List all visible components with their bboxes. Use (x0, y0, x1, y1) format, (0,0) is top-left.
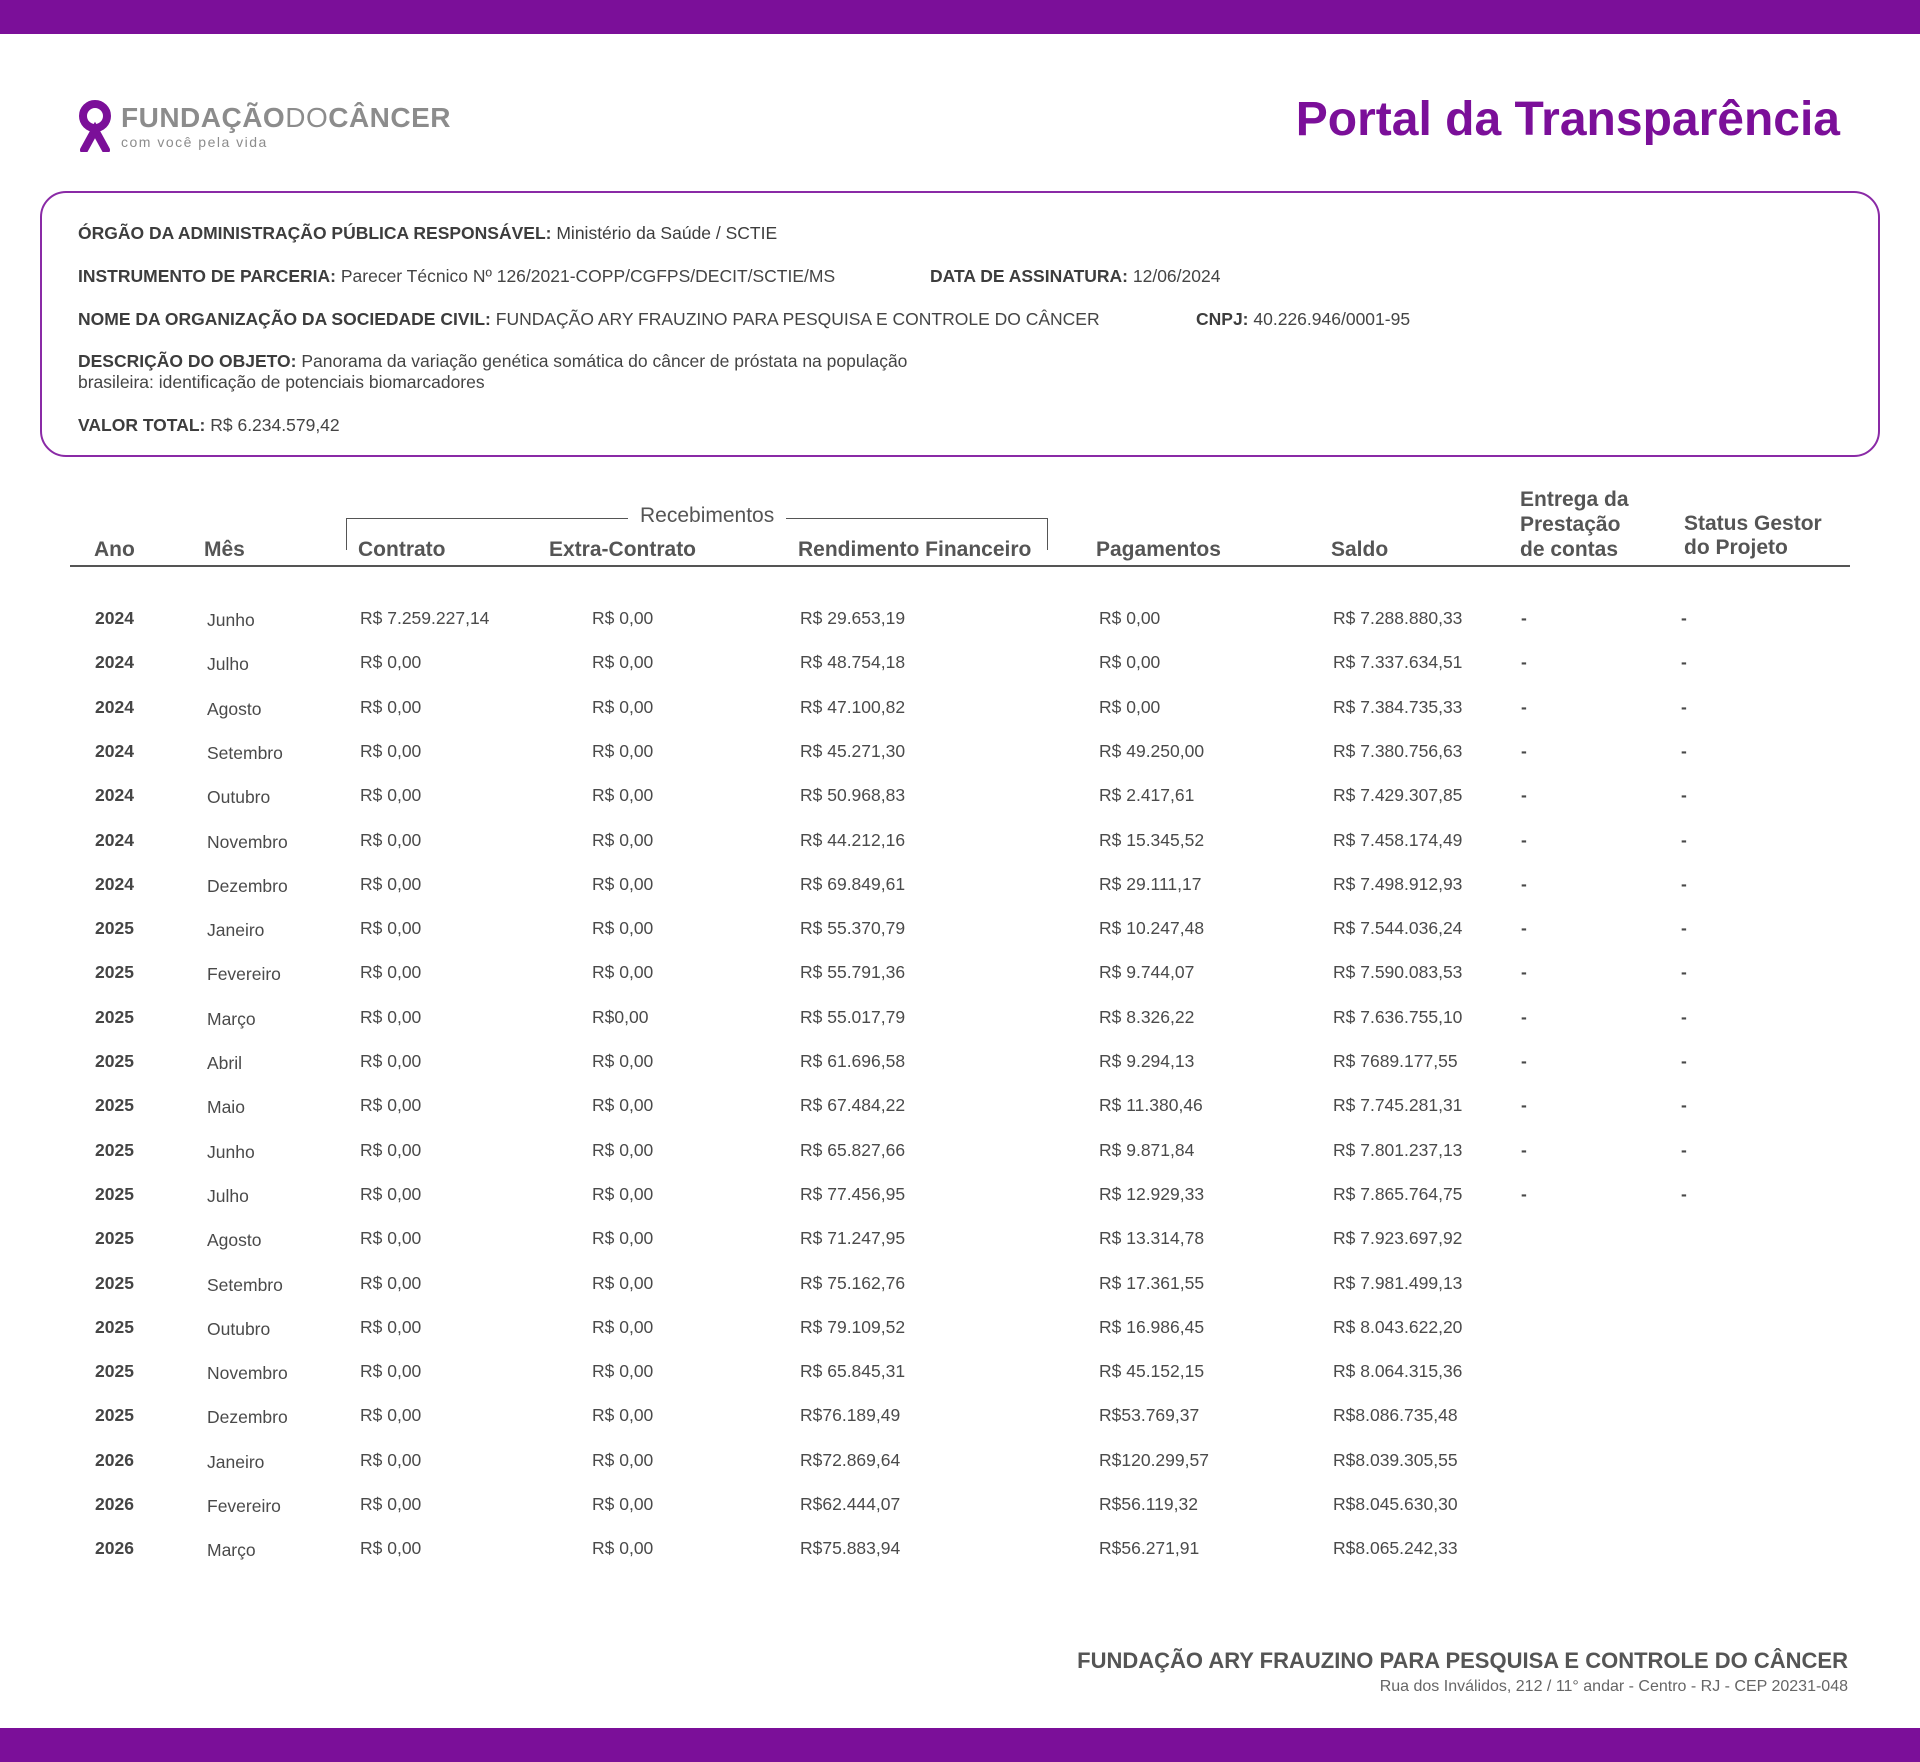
cell-status-gestor: - (1681, 1139, 1687, 1160)
header-status-line-1: Status Gestor (1684, 512, 1822, 535)
footer-organization: FUNDAÇÃO ARY FRAUZINO PARA PESQUISA E CONTROLE DO CÂNCER (1077, 1648, 1848, 1673)
logo-name: FUNDAÇÃODOCÂNCER (121, 102, 451, 133)
cell-saldo: R$ 7689.177,55 (1333, 1051, 1458, 1071)
cell-rendimento: R$ 65.845,31 (800, 1361, 906, 1382)
cell-mes: Julho (207, 654, 249, 675)
cell-pagamentos: R$ 10.247,48 (1099, 918, 1205, 939)
cell-ano: 2025 (95, 1405, 134, 1426)
cell-ano: 2024 (95, 608, 134, 628)
cell-mes: Março (207, 1008, 256, 1029)
cell-extra-contrato: R$ 0,00 (592, 1228, 654, 1249)
cell-rendimento: R$ 55.370,79 (800, 918, 906, 939)
top-brand-bar (0, 0, 1920, 34)
cell-extra-contrato: R$ 0,00 (592, 652, 654, 673)
cell-pagamentos: R$ 9.294,13 (1099, 1051, 1195, 1071)
table-row (70, 1051, 1850, 1081)
cell-ano: 2024 (95, 785, 134, 806)
cell-rendimento: R$ 45.271,30 (800, 740, 906, 761)
cell-contrato: R$ 0,00 (360, 1361, 422, 1382)
cell-ano: 2025 (95, 1228, 134, 1249)
cell-mes: Julho (207, 1185, 249, 1206)
cell-status-gestor: - (1681, 1051, 1687, 1071)
cell-entrega-prestacao: - (1521, 1183, 1527, 1204)
cell-saldo: R$8.065.242,33 (1333, 1538, 1458, 1559)
cell-extra-contrato: R$ 0,00 (592, 785, 654, 806)
cell-saldo: R$ 8.043.622,20 (1333, 1316, 1463, 1337)
cell-rendimento: R$ 55.791,36 (800, 962, 906, 983)
header-mes: Mês (204, 538, 245, 561)
cnpj-line: CNPJ: 40.226.946/0001-95 (1196, 309, 1411, 329)
cell-extra-contrato: R$ 0,00 (592, 1538, 654, 1559)
cell-rendimento: R$ 48.754,18 (800, 652, 906, 673)
header-entrega-line-2: Prestação (1520, 513, 1621, 536)
header-saldo: Saldo (1331, 538, 1389, 561)
cell-contrato: R$ 0,00 (360, 962, 422, 983)
cell-status-gestor: - (1681, 1006, 1687, 1027)
cell-saldo: R$ 7.384.735,33 (1333, 696, 1463, 717)
cell-pagamentos: R$ 45.152,15 (1099, 1361, 1205, 1382)
header-status-line-2: do Projeto (1684, 536, 1788, 559)
cell-pagamentos: R$53.769,37 (1099, 1405, 1200, 1426)
cell-contrato: R$ 0,00 (360, 918, 422, 939)
cell-contrato: R$ 0,00 (360, 740, 422, 761)
orgao-line: ÓRGÃO DA ADMINISTRAÇÃO PÚBLICA RESPONSÁVEL: Ministério da Saúde / SCTIE (78, 223, 778, 243)
table-row (70, 1450, 1850, 1480)
cell-pagamentos: R$ 8.326,22 (1099, 1006, 1195, 1027)
cell-pagamentos: R$ 9.744,07 (1099, 962, 1195, 983)
cell-status-gestor: - (1681, 652, 1687, 673)
cell-ano: 2024 (95, 740, 134, 761)
cell-ano: 2025 (95, 1361, 134, 1382)
cell-pagamentos: R$ 15.345,52 (1099, 829, 1205, 850)
cell-extra-contrato: R$ 0,00 (592, 1139, 654, 1160)
cell-mes: Maio (207, 1097, 245, 1118)
table-row (70, 1494, 1850, 1524)
cell-pagamentos: R$ 0,00 (1099, 608, 1161, 628)
cell-ano: 2024 (95, 829, 134, 850)
cell-rendimento: R$ 55.017,79 (800, 1006, 906, 1027)
cell-ano: 2026 (95, 1494, 134, 1514)
cell-extra-contrato: R$ 0,00 (592, 696, 654, 717)
cell-saldo: R$ 7.923.697,92 (1333, 1228, 1463, 1249)
cell-status-gestor: - (1681, 1183, 1687, 1204)
cell-saldo: R$ 7.636.755,10 (1333, 1006, 1463, 1027)
cell-saldo: R$ 7.380.756,63 (1333, 740, 1463, 761)
cell-status-gestor: - (1681, 918, 1687, 939)
cell-saldo: R$ 7.429.307,85 (1333, 785, 1463, 806)
cell-mes: Abril (207, 1053, 243, 1073)
cell-contrato: R$ 0,00 (360, 1051, 422, 1071)
cell-entrega-prestacao: - (1521, 652, 1527, 673)
cell-ano: 2024 (95, 873, 134, 894)
cell-mes: Outubro (207, 1318, 271, 1339)
partnership-info-box (40, 191, 1880, 457)
table-row (70, 1140, 1850, 1170)
cell-contrato: R$ 0,00 (360, 1228, 422, 1249)
cell-contrato: R$ 0,00 (360, 1405, 422, 1426)
cell-mes: Junho (207, 1141, 255, 1162)
descricao-line: DESCRIÇÃO DO OBJETO: Panorama da variação genética somática do câncer de próstata na população (78, 351, 908, 371)
table-row (70, 1273, 1850, 1303)
logo-tagline: com você pela vida (121, 134, 268, 150)
cell-ano: 2025 (95, 1272, 134, 1293)
header-ano: Ano (94, 538, 135, 561)
valor-total-line: VALOR TOTAL: R$ 6.234.579,42 (78, 415, 340, 435)
cell-mes: Dezembro (207, 875, 288, 896)
cell-pagamentos: R$56.119,32 (1099, 1494, 1198, 1514)
cell-mes: Junho (207, 610, 255, 630)
table-row (70, 1405, 1850, 1435)
cell-contrato: R$ 0,00 (360, 1538, 422, 1559)
table-row (70, 608, 1850, 638)
cell-rendimento: R$ 79.109,52 (800, 1316, 906, 1337)
cell-ano: 2025 (95, 1139, 134, 1160)
cell-rendimento: R$ 77.456,95 (800, 1183, 906, 1204)
cell-extra-contrato: R$ 0,00 (592, 1405, 654, 1426)
cell-saldo: R$ 7.288.880,33 (1333, 608, 1463, 628)
cell-saldo: R$ 7.544.036,24 (1333, 918, 1463, 939)
cell-entrega-prestacao: - (1521, 829, 1527, 850)
cell-saldo: R$8.045.630,30 (1333, 1494, 1458, 1514)
cell-pagamentos: R$ 29.111,17 (1099, 873, 1202, 894)
cell-status-gestor: - (1681, 873, 1687, 894)
cell-rendimento: R$ 71.247,95 (800, 1228, 906, 1249)
cell-entrega-prestacao: - (1521, 608, 1527, 628)
cell-saldo: R$ 7.745.281,31 (1333, 1095, 1463, 1116)
cell-extra-contrato: R$ 0,00 (592, 1183, 654, 1204)
table-row (70, 874, 1850, 904)
ribbon-icon (76, 100, 114, 152)
table-row (70, 1007, 1850, 1037)
header-rendimento: Rendimento Financeiro (798, 538, 1032, 561)
cell-status-gestor: - (1681, 962, 1687, 983)
cell-status-gestor: - (1681, 1095, 1687, 1116)
cell-rendimento: R$ 44.212,16 (800, 829, 906, 850)
cell-ano: 2026 (95, 1449, 134, 1470)
cell-contrato: R$ 0,00 (360, 1316, 422, 1337)
cell-pagamentos: R$120.299,57 (1099, 1449, 1209, 1470)
cell-status-gestor: - (1681, 608, 1687, 628)
cell-ano: 2025 (95, 962, 134, 983)
cell-rendimento: R$ 65.827,66 (800, 1139, 906, 1160)
cell-rendimento: R$ 47.100,82 (800, 696, 906, 717)
cell-ano: 2024 (95, 652, 134, 673)
cell-saldo: R$ 7.458.174,49 (1333, 829, 1463, 850)
header-extra-contrato: Extra-Contrato (549, 538, 697, 561)
cell-rendimento: R$ 75.162,76 (800, 1272, 906, 1293)
cell-extra-contrato: R$ 0,00 (592, 740, 654, 761)
cell-saldo: R$ 7.865.764,75 (1333, 1183, 1463, 1204)
cell-ano: 2025 (95, 1095, 134, 1116)
descricao-line-2: brasileira: identificação de potenciais biomarcadores (78, 372, 485, 392)
table-row (70, 962, 1850, 992)
cell-entrega-prestacao: - (1521, 918, 1527, 939)
cell-contrato: R$ 0,00 (360, 1449, 422, 1470)
table-row (70, 785, 1850, 815)
cell-pagamentos: R$ 9.871,84 (1099, 1139, 1195, 1160)
cell-extra-contrato: R$ 0,00 (592, 1494, 654, 1514)
table-row (70, 1361, 1850, 1391)
nome-osc-line: NOME DA ORGANIZAÇÃO DA SOCIEDADE CIVIL: FUNDAÇÃO ARY FRAUZINO PARA PESQUISA E CONTROLE DO CÂNCER (78, 309, 1100, 329)
header-divider (70, 565, 1850, 567)
table-row (70, 1184, 1850, 1214)
footer-address: Rua dos Inválidos, 212 / 11° andar - Centro - RJ - CEP 20231-048 (1379, 1678, 1848, 1695)
cell-pagamentos: R$ 13.314,78 (1099, 1228, 1205, 1249)
cell-ano: 2025 (95, 1183, 134, 1204)
cell-contrato: R$ 0,00 (360, 1006, 422, 1027)
cell-entrega-prestacao: - (1521, 873, 1527, 894)
cell-mes: Outubro (207, 787, 271, 808)
cell-extra-contrato: R$ 0,00 (592, 829, 654, 850)
cell-saldo: R$ 8.064.315,36 (1333, 1361, 1463, 1382)
cell-contrato: R$ 0,00 (360, 785, 422, 806)
cell-contrato: R$ 0,00 (360, 1095, 422, 1116)
cell-pagamentos: R$ 2.417,61 (1099, 785, 1195, 806)
cell-rendimento: R$ 61.696,58 (800, 1051, 906, 1071)
cell-saldo: R$ 7.498.912,93 (1333, 873, 1463, 894)
cell-rendimento: R$ 50.968,83 (800, 785, 906, 806)
cell-mes: Janeiro (207, 1451, 265, 1472)
cell-pagamentos: R$ 0,00 (1099, 696, 1161, 717)
cell-extra-contrato: R$ 0,00 (592, 1449, 654, 1470)
table-row (70, 1228, 1850, 1258)
cell-extra-contrato: R$ 0,00 (592, 918, 654, 939)
logo (76, 98, 451, 154)
cell-ano: 2025 (95, 1051, 134, 1071)
table-row (70, 1538, 1850, 1568)
cell-entrega-prestacao: - (1521, 1139, 1527, 1160)
cell-ano: 2025 (95, 1316, 134, 1337)
cell-ano: 2026 (95, 1538, 134, 1559)
table-row (70, 918, 1850, 948)
recebimentos-group-label: Recebimentos (628, 504, 786, 528)
cell-entrega-prestacao: - (1521, 1006, 1527, 1027)
cell-mes: Janeiro (207, 920, 265, 941)
cell-mes: Dezembro (207, 1407, 288, 1428)
cell-entrega-prestacao: - (1521, 696, 1527, 717)
cell-rendimento: R$76.189,49 (800, 1405, 901, 1426)
cell-entrega-prestacao: - (1521, 785, 1527, 806)
cell-mes: Setembro (207, 742, 283, 763)
cell-entrega-prestacao: - (1521, 1095, 1527, 1116)
cell-saldo: R$8.039.305,55 (1333, 1449, 1458, 1470)
cell-status-gestor: - (1681, 740, 1687, 761)
cell-saldo: R$ 7.337.634,51 (1333, 652, 1463, 673)
cell-mes: Fevereiro (207, 1496, 281, 1516)
cell-pagamentos: R$ 0,00 (1099, 652, 1161, 673)
cell-ano: 2024 (95, 696, 134, 717)
cell-extra-contrato: R$ 0,00 (592, 1316, 654, 1337)
cell-contrato: R$ 7.259.227,14 (360, 608, 490, 628)
cell-mes: Novembro (207, 1363, 288, 1384)
cell-saldo: R$ 7.590.083,53 (1333, 962, 1463, 983)
cell-extra-contrato: R$ 0,00 (592, 1051, 654, 1071)
cell-status-gestor: - (1681, 696, 1687, 717)
cell-contrato: R$ 0,00 (360, 1183, 422, 1204)
cell-entrega-prestacao: - (1521, 740, 1527, 761)
header-contrato: Contrato (358, 538, 446, 561)
table-row (70, 1095, 1850, 1125)
cell-ano: 2025 (95, 1006, 134, 1027)
cell-extra-contrato: R$ 0,00 (592, 1361, 654, 1382)
cell-contrato: R$ 0,00 (360, 1494, 422, 1514)
cell-mes: Março (207, 1540, 256, 1561)
cell-extra-contrato: R$0,00 (592, 1006, 649, 1027)
cell-pagamentos: R$ 17.361,55 (1099, 1272, 1205, 1293)
cell-pagamentos: R$ 16.986,45 (1099, 1316, 1205, 1337)
cell-rendimento: R$ 69.849,61 (800, 873, 906, 894)
cell-contrato: R$ 0,00 (360, 1272, 422, 1293)
cell-entrega-prestacao: - (1521, 962, 1527, 983)
instrumento-line: INSTRUMENTO DE PARCERIA: Parecer Técnico Nº 126/2021-COPP/CGFPS/DECIT/SCTIE/MS (78, 266, 836, 286)
bottom-brand-bar (0, 1728, 1920, 1762)
cell-extra-contrato: R$ 0,00 (592, 608, 654, 628)
data-assinatura-line: DATA DE ASSINATURA: 12/06/2024 (930, 266, 1221, 286)
cell-extra-contrato: R$ 0,00 (592, 873, 654, 894)
cell-contrato: R$ 0,00 (360, 1139, 422, 1160)
cell-saldo: R$ 7.801.237,13 (1333, 1139, 1463, 1160)
header-entrega-line-1: Entrega da (1520, 488, 1629, 511)
cell-contrato: R$ 0,00 (360, 873, 422, 894)
cell-rendimento: R$62.444,07 (800, 1494, 901, 1514)
cell-mes: Novembro (207, 831, 288, 852)
cell-contrato: R$ 0,00 (360, 829, 422, 850)
cell-rendimento: R$ 67.484,22 (800, 1095, 906, 1116)
cell-rendimento: R$ 29.653,19 (800, 608, 906, 628)
cell-contrato: R$ 0,00 (360, 696, 422, 717)
cell-status-gestor: - (1681, 829, 1687, 850)
cell-contrato: R$ 0,00 (360, 652, 422, 673)
table-row (70, 1317, 1850, 1347)
cell-entrega-prestacao: - (1521, 1051, 1527, 1071)
cell-pagamentos: R$ 49.250,00 (1099, 740, 1205, 761)
header-pagamentos: Pagamentos (1096, 538, 1221, 561)
table-row (70, 652, 1850, 682)
cell-pagamentos: R$56.271,91 (1099, 1538, 1200, 1559)
cell-rendimento: R$75.883,94 (800, 1538, 901, 1559)
cell-mes: Setembro (207, 1274, 283, 1295)
cell-saldo: R$8.086.735,48 (1333, 1405, 1458, 1426)
cell-rendimento: R$72.869,64 (800, 1449, 901, 1470)
cell-pagamentos: R$ 11.380,46 (1099, 1095, 1203, 1116)
cell-mes: Agosto (207, 1230, 262, 1251)
table-row (70, 741, 1850, 771)
cell-extra-contrato: R$ 0,00 (592, 962, 654, 983)
cell-pagamentos: R$ 12.929,33 (1099, 1183, 1205, 1204)
page-title: Portal da Transparência (1295, 93, 1840, 146)
table-row (70, 830, 1850, 860)
cell-ano: 2025 (95, 918, 134, 939)
cell-mes: Agosto (207, 698, 262, 719)
cell-status-gestor: - (1681, 785, 1687, 806)
cell-extra-contrato: R$ 0,00 (592, 1095, 654, 1116)
cell-mes: Fevereiro (207, 964, 281, 985)
cell-saldo: R$ 7.981.499,13 (1333, 1272, 1463, 1293)
table-row (70, 697, 1850, 727)
cell-extra-contrato: R$ 0,00 (592, 1272, 654, 1293)
header-entrega-line-3: de contas (1520, 538, 1619, 561)
